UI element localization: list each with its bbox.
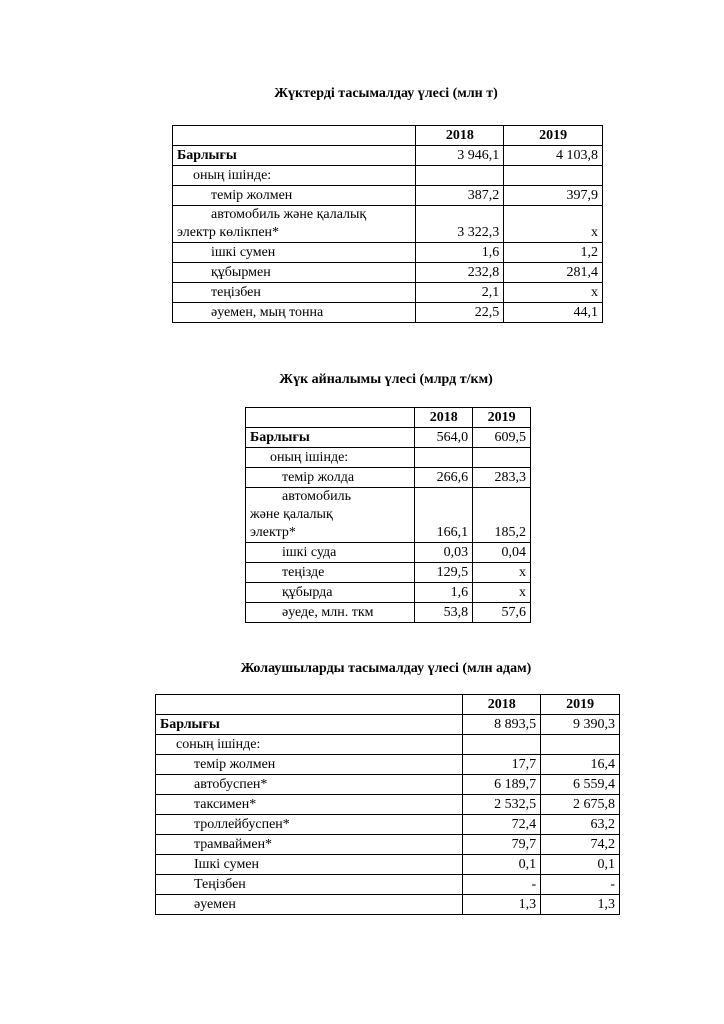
table-header-row xyxy=(246,408,531,428)
value-2019: 397,9 xyxy=(504,186,603,206)
value-2018 xyxy=(415,448,473,468)
table-header-row xyxy=(173,126,603,146)
table-row xyxy=(246,448,531,468)
row-label-line2: және қалалық xyxy=(250,507,333,522)
table-row xyxy=(173,243,603,263)
value-2019 xyxy=(541,735,620,755)
row-label: теңізбен xyxy=(173,283,416,303)
row-label: темір жолмен xyxy=(173,186,416,206)
row-label: әуеде, млн. ткм xyxy=(246,603,415,623)
value-2018: 1,6 xyxy=(415,583,473,603)
table-row xyxy=(156,875,620,895)
value-2019: 0,1 xyxy=(541,855,620,875)
row-label: ішкі суда xyxy=(246,543,415,563)
value-2018: 53,8 xyxy=(415,603,473,623)
value-2019: x xyxy=(473,583,531,603)
header-blank xyxy=(173,126,416,146)
table-row xyxy=(156,775,620,795)
value-2018: 1,6 xyxy=(416,243,504,263)
row-label: Теңізбен xyxy=(156,875,463,895)
table-row xyxy=(173,206,603,243)
value-2018: 79,7 xyxy=(463,835,541,855)
value-2018: 387,2 xyxy=(416,186,504,206)
table-row xyxy=(246,563,531,583)
table-row xyxy=(156,795,620,815)
value-2018: 232,8 xyxy=(416,263,504,283)
row-label-line1: автомобиль және қалалық xyxy=(211,207,367,222)
value-2018: 3 946,1 xyxy=(416,146,504,166)
value-2019: 281,4 xyxy=(504,263,603,283)
row-label: темір жолмен xyxy=(156,755,463,775)
table-row xyxy=(173,303,603,323)
row-label-line2: электр көлікпен* xyxy=(177,225,280,240)
value-2019: 6 559,4 xyxy=(541,775,620,795)
row-label xyxy=(246,488,415,543)
row-label: әуемен, мың тонна xyxy=(173,303,416,323)
value-2018: 166,1 xyxy=(415,488,473,543)
row-label: Барлығы xyxy=(156,715,463,735)
value-2018: 17,7 xyxy=(463,755,541,775)
value-2019: 609,5 xyxy=(473,428,531,448)
table-row xyxy=(246,583,531,603)
row-label: ішкі сумен xyxy=(173,243,416,263)
row-label: троллейбуспен* xyxy=(156,815,463,835)
table-row xyxy=(156,855,620,875)
value-2018 xyxy=(416,166,504,186)
row-label-line3: электр* xyxy=(250,525,296,540)
value-2018 xyxy=(463,735,541,755)
value-2018: 8 893,5 xyxy=(463,715,541,735)
header-2019: 2019 xyxy=(473,408,531,428)
value-2019: 2 675,8 xyxy=(541,795,620,815)
row-label: оның ішінде: xyxy=(173,166,416,186)
header-2018: 2018 xyxy=(416,126,504,146)
table-row xyxy=(246,468,531,488)
value-2019: 0,04 xyxy=(473,543,531,563)
value-2019: 63,2 xyxy=(541,815,620,835)
header-2019: 2019 xyxy=(541,695,620,715)
row-label: теңізде xyxy=(246,563,415,583)
value-2019: - xyxy=(541,875,620,895)
table-row xyxy=(156,755,620,775)
value-2018: 1,3 xyxy=(463,895,541,915)
header-blank xyxy=(246,408,415,428)
row-label xyxy=(173,206,416,243)
value-2019: 44,1 xyxy=(504,303,603,323)
value-2019: x xyxy=(473,563,531,583)
table-row xyxy=(156,715,620,735)
row-label: автобуспен* xyxy=(156,775,463,795)
value-2019 xyxy=(504,166,603,186)
header-2018: 2018 xyxy=(463,695,541,715)
value-2018: 22,5 xyxy=(416,303,504,323)
row-label: Барлығы xyxy=(246,428,415,448)
row-label: Барлығы xyxy=(173,146,416,166)
passenger-transport-title: Жолаушыларды тасымалдау үлесі (млн адам) xyxy=(240,661,532,676)
table-row xyxy=(246,488,531,543)
table-row xyxy=(156,815,620,835)
table-row xyxy=(246,603,531,623)
value-2018: 2,1 xyxy=(416,283,504,303)
value-2019: 1,3 xyxy=(541,895,620,915)
row-label: Ішкі сумен xyxy=(156,855,463,875)
row-label: темір жолда xyxy=(246,468,415,488)
value-2019: 185,2 xyxy=(473,488,531,543)
value-2018: 3 322,3 xyxy=(416,206,504,243)
value-2018: - xyxy=(463,875,541,895)
table-row xyxy=(246,543,531,563)
value-2018: 564,0 xyxy=(415,428,473,448)
row-label: соның ішінде: xyxy=(156,735,463,755)
value-2018: 6 189,7 xyxy=(463,775,541,795)
value-2018: 72,4 xyxy=(463,815,541,835)
freight-turnover-title: Жүк айналымы үлесі (млрд т/км) xyxy=(279,372,493,387)
header-blank xyxy=(156,695,463,715)
table-row xyxy=(173,186,603,206)
value-2019: 74,2 xyxy=(541,835,620,855)
table-row xyxy=(156,835,620,855)
value-2018: 2 532,5 xyxy=(463,795,541,815)
table-row xyxy=(173,146,603,166)
value-2019: x xyxy=(504,206,603,243)
row-label-line1: автомобиль xyxy=(282,489,351,504)
passenger-transport-table xyxy=(155,694,620,915)
header-2018: 2018 xyxy=(415,408,473,428)
row-label: құбырмен xyxy=(173,263,416,283)
row-label: құбырда xyxy=(246,583,415,603)
table-row xyxy=(173,166,603,186)
value-2019: 283,3 xyxy=(473,468,531,488)
row-label: трамваймен* xyxy=(156,835,463,855)
table-row xyxy=(173,283,603,303)
value-2019: 16,4 xyxy=(541,755,620,775)
table-header-row xyxy=(156,695,620,715)
row-label: әуемен xyxy=(156,895,463,915)
row-label: оның ішінде: xyxy=(246,448,415,468)
freight-volume-title: Жүктерді тасымалдау үлесі (млн т) xyxy=(274,86,498,101)
table-row xyxy=(156,895,620,915)
header-2019: 2019 xyxy=(504,126,603,146)
value-2019: 9 390,3 xyxy=(541,715,620,735)
table-row xyxy=(156,735,620,755)
value-2019: 1,2 xyxy=(504,243,603,263)
value-2018: 0,1 xyxy=(463,855,541,875)
table-row xyxy=(246,428,531,448)
freight-turnover-table xyxy=(245,407,531,623)
value-2019 xyxy=(473,448,531,468)
freight-volume-table xyxy=(172,125,603,323)
value-2018: 129,5 xyxy=(415,563,473,583)
value-2018: 0,03 xyxy=(415,543,473,563)
value-2019: 4 103,8 xyxy=(504,146,603,166)
table-row xyxy=(173,263,603,283)
value-2019: 57,6 xyxy=(473,603,531,623)
row-label: таксимен* xyxy=(156,795,463,815)
value-2018: 266,6 xyxy=(415,468,473,488)
value-2019: x xyxy=(504,283,603,303)
